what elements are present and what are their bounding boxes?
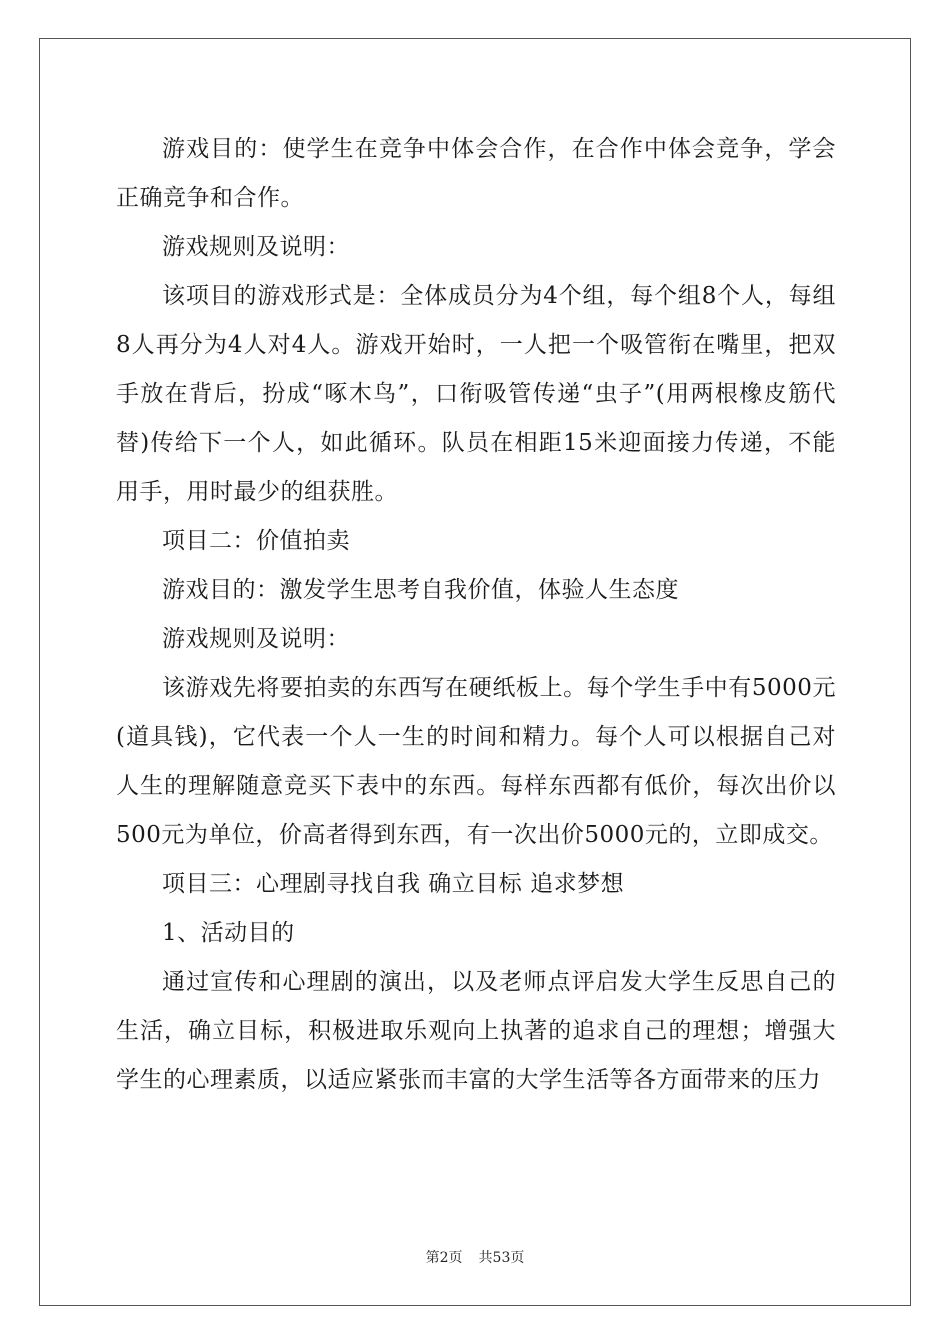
paragraph-auction-rules: 该游戏先将要拍卖的东西写在硬纸板上。每个学生手中有5000元(道具钱)，它代表一个人一生的时间和精力。每个人可以根据自己对人生的理解随意竞买下表中的东西。每样东西都有低价，每次出价以500元为单位，价高者得到东西，有一次出价5000元的，立即成交。	[116, 675, 836, 848]
paragraph-project-two-title: 项目二：价值拍卖	[162, 528, 350, 554]
paragraph-rules-heading: 游戏规则及说明：	[162, 234, 350, 260]
page-number: 第2页	[425, 1250, 463, 1266]
paragraph-activity-purpose-body: 通过宣传和心理剧的演出，以及老师点评启发大学生反思自己的生活，确立目标，积极进取乐观向上执著的追求自己的理想；增强大学生的心理素质，以适应紧张而丰富的大学生活等各方面带来的压力	[116, 969, 836, 1093]
paragraph-project-two-rules-heading: 游戏规则及说明：	[162, 626, 350, 652]
paragraph-game-purpose: 游戏目的：使学生在竞争中体会合作，在合作中体会竞争，学会正确竞争和合作。	[116, 136, 836, 211]
paragraph-activity-purpose-heading: 1、活动目的	[162, 920, 295, 946]
page-total: 共53页	[478, 1250, 525, 1266]
paragraph-project-two-purpose: 游戏目的：激发学生思考自我价值，体验人生态度	[162, 577, 679, 603]
page-footer	[0, 1247, 950, 1267]
document-body	[116, 125, 836, 1105]
paragraph-project-three-title: 项目三：心理剧寻找自我 确立目标 追求梦想	[162, 871, 625, 897]
paragraph-rules-body: 该项目的游戏形式是：全体成员分为4个组，每个组8个人，每组8人再分为4人对4人。游戏开始时，一人把一个吸管衔在嘴里，把双手放在背后，扮成“啄木鸟”，口衔吸管传递“虫子”(用两根橡皮筋代替)传给下一个人，如此循环。队员在相距15米迎面接力传递，不能用手，用时最少的组获胜。	[116, 283, 836, 505]
